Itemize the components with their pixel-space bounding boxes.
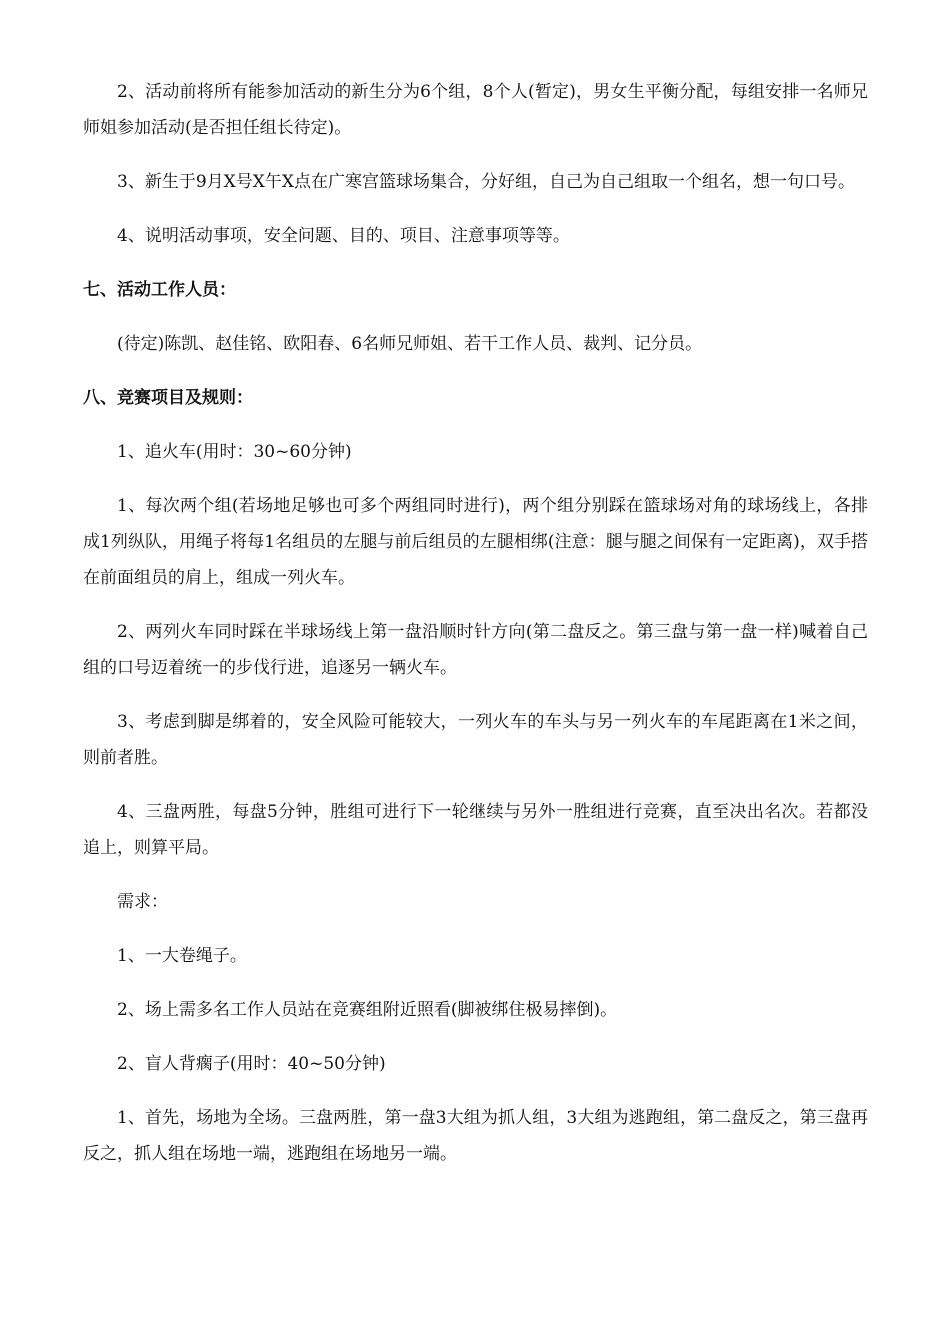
rule-blind-1: 1、首先，场地为全场。三盘两胜，第一盘3大组为抓人组，3大组为逃跑组，第二盘反之，第三盘再反之，抓人组在场地一端，逃跑组在场地另一端。	[83, 1108, 868, 1164]
document-body	[83, 74, 868, 1190]
paragraph-staff-list: (待定)陈凯、赵佳铭、欧阳春、6名师兄师姐、若干工作人员、裁判、记分员。	[117, 334, 703, 354]
requirement-1: 1、一大卷绳子。	[117, 946, 247, 966]
paragraph-grouping: 2、活动前将所有能参加活动的新生分为6个组，8个人(暂定)，男女生平衡分配，每组安排一名师兄师姐参加活动(是否担任组长待定)。	[83, 82, 868, 138]
rule-train-2: 2、两列火车同时踩在半球场线上第一盘沿顺时针方向(第二盘反之。第三盘与第一盘一样)喊着自己组的口号迈着统一的步伐行进，追逐另一辆火车。	[83, 622, 868, 678]
requirements-label: 需求：	[117, 892, 168, 912]
paragraph-assembly: 3、新生于9月X号X午X点在广寒宫篮球场集合，分好组，自己为自己组取一个组名，想一句口号。	[117, 172, 855, 192]
event-title-train: 1、追火车(用时：30~60分钟)	[117, 442, 352, 462]
rule-train-4: 4、三盘两胜，每盘5分钟，胜组可进行下一轮继续与另外一胜组进行竞赛，直至决出名次。若都没追上，则算平局。	[83, 802, 868, 858]
paragraph-briefing: 4、说明活动事项，安全问题、目的、项目、注意事项等等。	[117, 226, 570, 246]
section-heading-staff: 七、活动工作人员：	[83, 280, 236, 300]
requirement-2: 2、场上需多名工作人员站在竞赛组附近照看(脚被绑住极易摔倒)。	[117, 1000, 618, 1020]
rule-train-3: 3、考虑到脚是绑着的，安全风险可能较大，一列火车的车头与另一列火车的车尾距离在1米之间，则前者胜。	[83, 712, 868, 768]
rule-train-1: 1、每次两个组(若场地足够也可多个两组同时进行)，两个组分别踩在篮球场对角的球场线上，各排成1列纵队，用绳子将每1名组员的左腿与前后组员的左腿相绑(注意：腿与腿之间保有一定距离)，双手搭在前面组员的肩上，组成一列火车。	[83, 496, 868, 588]
section-heading-events: 八、竞赛项目及规则：	[83, 388, 253, 408]
event-title-blind: 2、盲人背瘸子(用时：40~50分钟)	[117, 1054, 386, 1074]
